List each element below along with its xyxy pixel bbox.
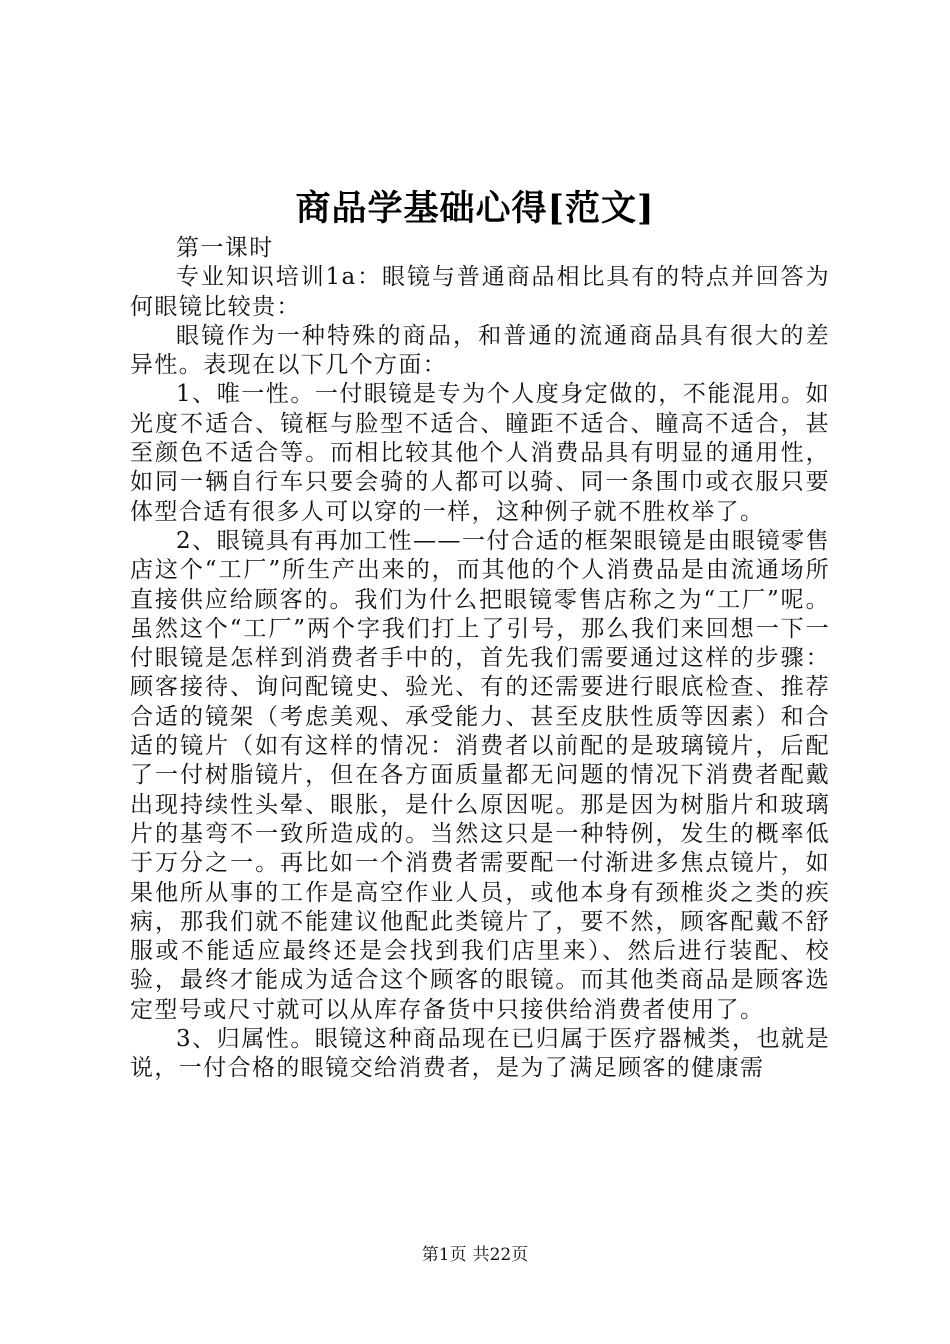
- paragraph-point-2: 2、眼镜具有再加工性——一付合适的框架眼镜是由眼镜零售店这个“工厂”所生产出来的，而其他的个人消费品是由流通场所直接供应给顾客的。我们为什么把眼镜零售店称之为“工厂”呢。虽然这个“工厂”两个字我们打上了引号，那么我们来回想一下一付眼镜是怎样到消费者手中的，首先我们需要通过这样的步骤：顾客接待、询问配镜史、验光、有的还需要进行眼底检查、推荐合适的镜架（考虑美观、承受能力、甚至皮肤性质等因素）和合适的镜片（如有这样的情况：消费者以前配的是玻璃镜片，后配了一付树脂镜片，但在各方面质量都无问题的情况下消费者配戴出现持续性头晕、眼胀，是什么原因呢。那是因为树脂片和玻璃片的基弯不一致所造成的。当然这只是一种特例，发生的概率低于万分之一。再比如一个消费者需要配一付渐进多焦点镜片，如果他所从事的工作是高空作业人员，或他本身有颈椎炎之类的疾病，那我们就不能建议他配此类镜片了，要不然，顾客配戴不舒服或不能适应最终还是会找到我们店里来）、然后进行装配、校验，最终才能成为适合这个顾客的眼镜。而其他类商品是顾客选定型号或尺寸就可以从库存备货中只接供给消费者使用了。: [130, 527, 830, 1023]
- paragraph-point-1: 1、唯一性。一付眼镜是专为个人度身定做的，不能混用。如光度不适合、镜框与脸型不适合、瞳距不适合、瞳高不适合，甚至颜色不适合等。而相比较其他个人消费品具有明显的通用性，如同一辆自行车只要会骑的人都可以骑、同一条围巾或衣服只要体型合适有很多人可以穿的一样，这种例子就不胜枚举了。: [130, 381, 830, 525]
- paragraph-intro: 眼镜作为一种特殊的商品，和普通的流通商品具有很大的差异性。表现在以下几个方面：: [130, 322, 830, 379]
- paragraph-lesson-heading: 第一课时: [176, 235, 274, 261]
- document-title: 商品学基础心得[范文]: [295, 188, 655, 229]
- page-number: 第1页: [421, 1245, 467, 1265]
- page-footer: [0, 1244, 950, 1266]
- paragraph-point-3: 3、归属性。眼镜这种商品现在已归属于医疗器械类，也就是说，一付合格的眼镜交给消费者，是为了满足顾客的健康需: [130, 1026, 830, 1082]
- document-body: [130, 234, 830, 1084]
- page-total: 共22页: [472, 1245, 529, 1265]
- paragraph-training-question: 专业知识培训1a：眼镜与普通商品相比具有的特点并回答为何眼镜比较贵：: [130, 264, 830, 320]
